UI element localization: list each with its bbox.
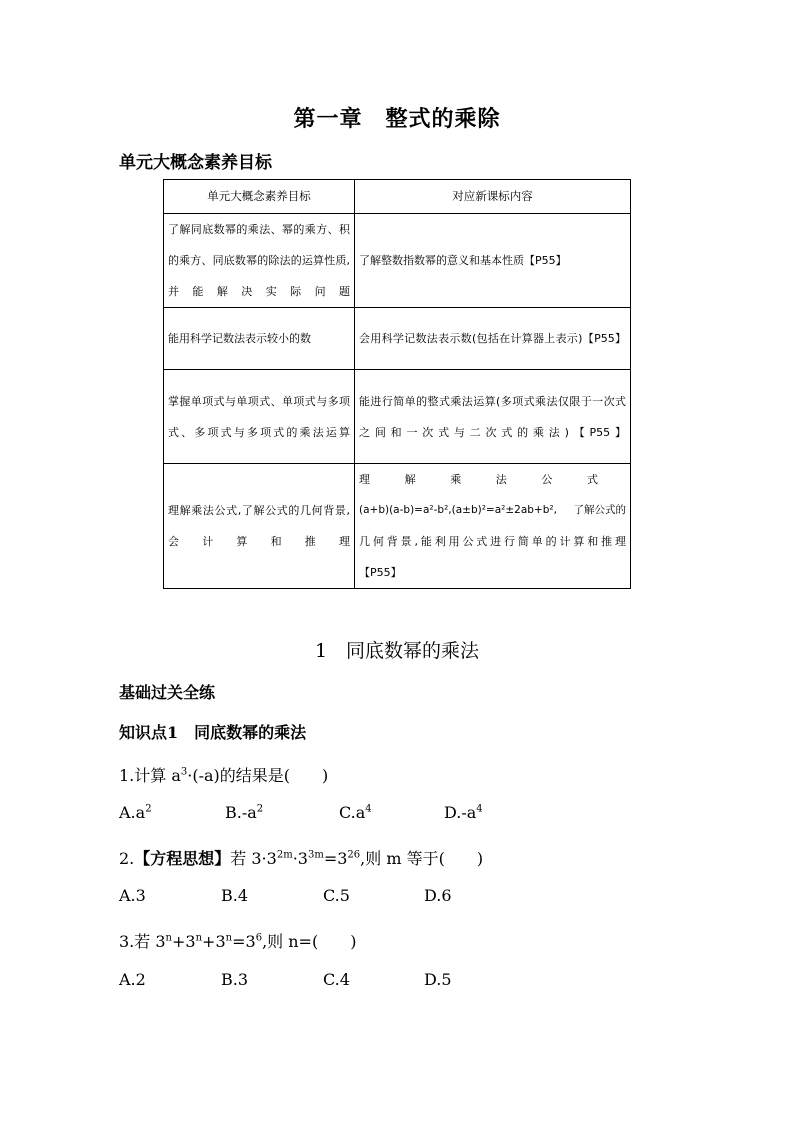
knowledge-point-heading: 知识点1 同底数幂的乘法 xyxy=(119,723,307,742)
standard-cell xyxy=(355,464,631,589)
chapter-title: 第一章 整式的乘除 xyxy=(293,106,501,132)
table-row xyxy=(164,464,631,589)
stem-text: ,则 m 等于( ) xyxy=(360,849,484,868)
exponent: 3m xyxy=(307,849,324,861)
stem-text: ·3 xyxy=(292,849,308,868)
question-3-stem xyxy=(119,929,356,952)
exponent: 3 xyxy=(180,766,188,778)
stem-text: ·(-a)的结果是( ) xyxy=(187,766,329,785)
stem-text: 2. xyxy=(119,849,135,868)
goal-cell: 了解同底数幂的乘法、幂的乘方、积的乘方、同底数幂的除法的运算性质,并能解决实际问题 xyxy=(164,214,355,308)
question-2-stem xyxy=(119,846,483,869)
stem-text: 1.计算 a xyxy=(119,766,181,785)
stem-text: 3.若 3 xyxy=(119,932,166,951)
standard-cell: 能进行简单的整式乘法运算(多项式乘法仅限于一次式之间和一次式与二次式的乘法)【P55】 xyxy=(355,370,631,464)
option-b[interactable]: $B.-a^2$ xyxy=(225,803,264,822)
option-c[interactable]: C.4 xyxy=(323,970,350,989)
question-tag: 【方程思想】 xyxy=(134,849,231,868)
standard-cell: 了解整数指数幂的意义和基本性质【P55】 xyxy=(355,214,631,308)
standard-line xyxy=(359,495,626,526)
stem-text: =3 xyxy=(323,849,348,868)
standard-line: 几何背景,能利用公式进行简单的计算和推理 xyxy=(359,535,626,548)
option-a[interactable]: A.2 xyxy=(119,970,146,989)
question-1-stem xyxy=(119,763,328,786)
goal-cell: 能用科学记数法表示较小的数 xyxy=(164,308,355,370)
option-c[interactable]: $C.a^4$ xyxy=(339,803,372,822)
option-a[interactable]: $A.a^2$ xyxy=(119,803,152,822)
stem-text: +3 xyxy=(202,932,226,951)
option-b[interactable]: B.3 xyxy=(221,970,249,989)
curriculum-table xyxy=(163,179,631,589)
table-row xyxy=(164,308,631,370)
exponent: 26 xyxy=(347,849,361,861)
exponent: n xyxy=(225,932,233,944)
practice-heading: 基础过关全练 xyxy=(119,683,216,702)
stem-text: 若 3·3 xyxy=(230,849,277,868)
table-header-row xyxy=(164,180,631,214)
option-d[interactable]: $D.-a^4$ xyxy=(444,803,483,822)
option-b[interactable]: B.4 xyxy=(221,886,249,905)
option-a[interactable]: A.3 xyxy=(119,886,146,905)
exponent: n xyxy=(195,932,203,944)
option-c[interactable]: C.5 xyxy=(323,886,350,905)
goal-cell: 理解乘法公式,了解公式的几何背景,会计算和推理 xyxy=(164,464,355,589)
standard-line: 【P55】 xyxy=(359,566,402,579)
section-title: 1 同底数幂的乘法 xyxy=(314,640,480,662)
option-d[interactable]: D.6 xyxy=(424,886,452,905)
standard-tail: 了解公式的 xyxy=(573,504,626,516)
table-header-standard: 对应新课标内容 xyxy=(355,180,631,214)
stem-text: =3 xyxy=(232,932,256,951)
stem-text: ,则 n=( ) xyxy=(262,932,357,951)
table-row xyxy=(164,370,631,464)
exponent: 2m xyxy=(276,849,293,861)
table-row xyxy=(164,214,631,308)
formula-text: (a+b)(a-b)=a²-b²,(a±b)²=a²±2ab+b², xyxy=(359,504,557,516)
stem-text: +3 xyxy=(172,932,196,951)
standard-cell: 会用科学记数法表示数(包括在计算器上表示)【P55】 xyxy=(355,308,631,370)
option-d[interactable]: D.5 xyxy=(424,970,452,989)
goal-cell: 掌握单项式与单项式、单项式与多项式、多项式与多项式的乘法运算 xyxy=(164,370,355,464)
exponent: 6 xyxy=(255,932,263,944)
unit-heading: 单元大概念素养目标 xyxy=(119,153,272,173)
exponent: n xyxy=(165,932,172,944)
standard-line: 理解乘法公式 xyxy=(359,473,626,486)
table-header-goal: 单元大概念素养目标 xyxy=(164,180,355,214)
